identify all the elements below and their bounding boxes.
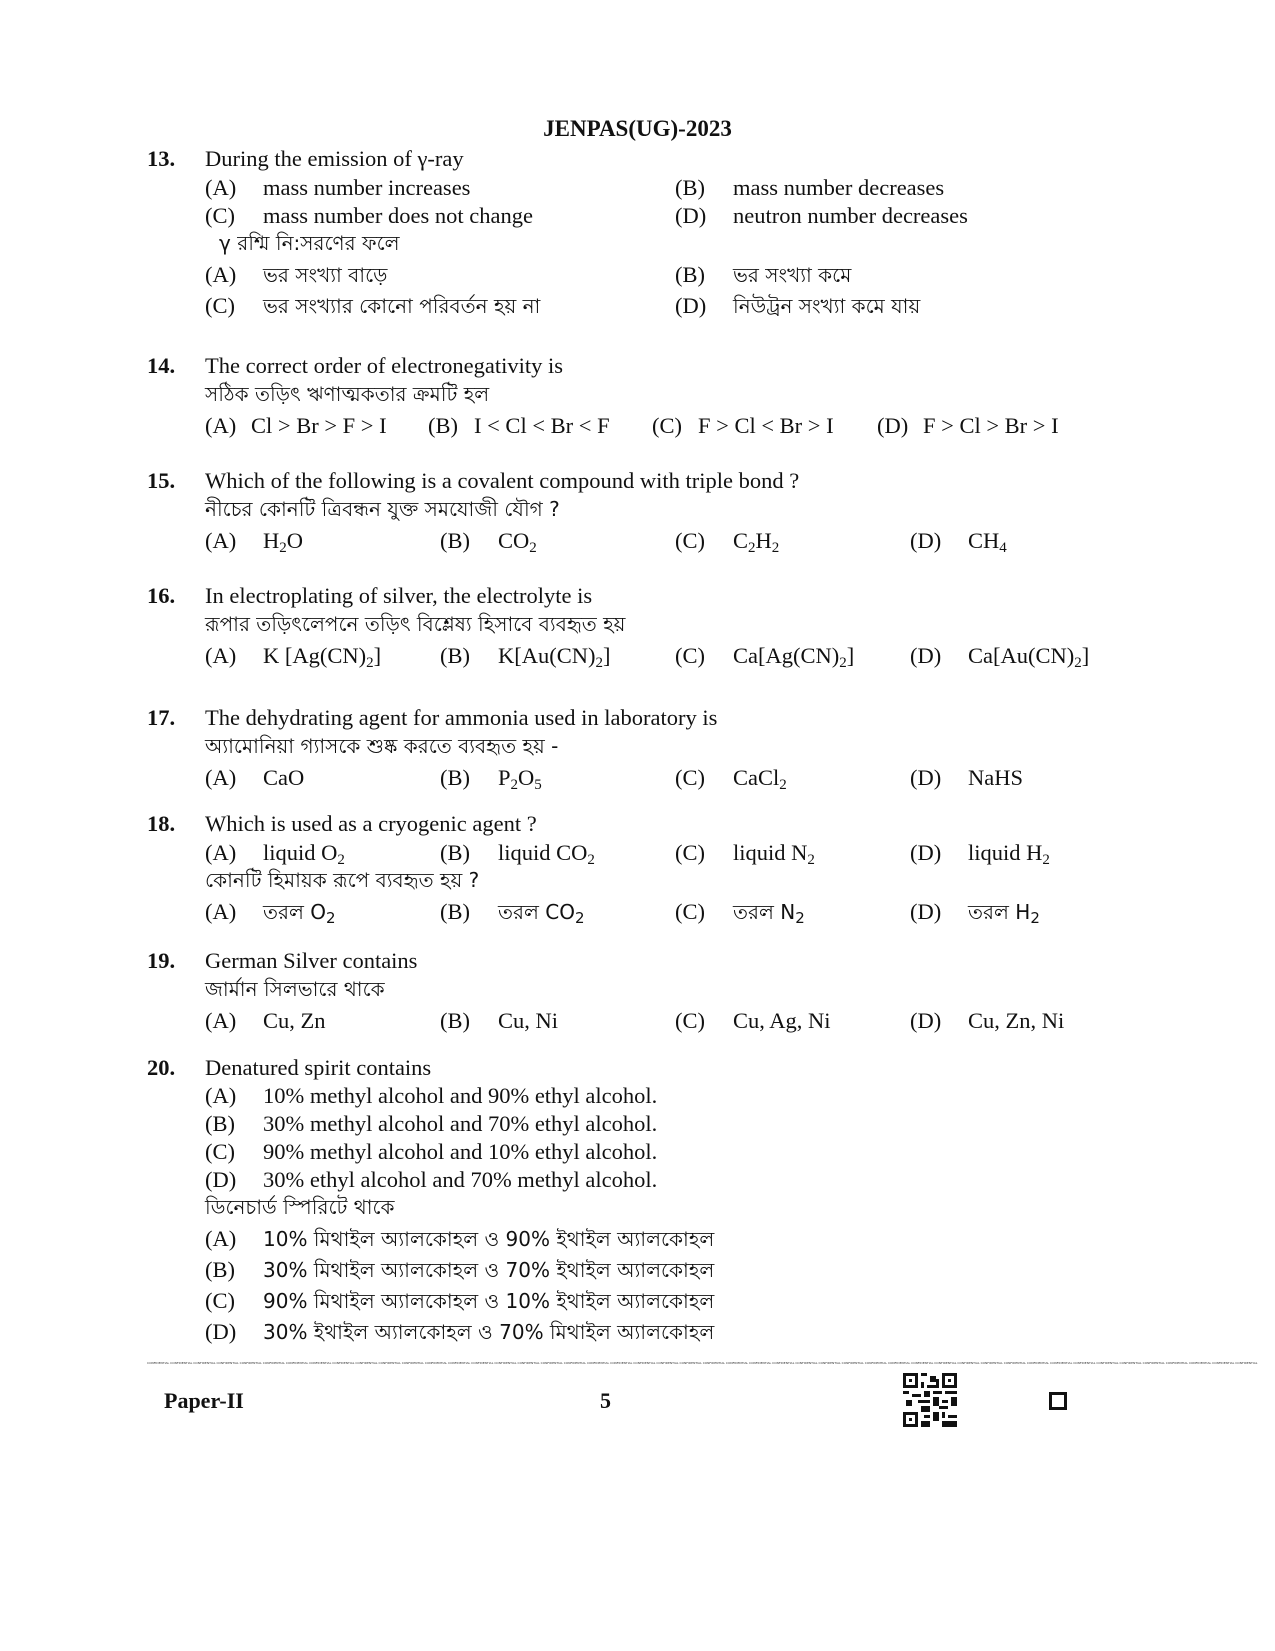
option-label: (D) [910, 899, 942, 924]
page-number: 5 [600, 1388, 611, 1413]
option-label: (D) [910, 840, 942, 865]
option-label: (D) [910, 1008, 942, 1033]
option-label: (D) [205, 1319, 237, 1344]
option-text: 30% methyl alcohol and 70% ethyl alcohol. [263, 1111, 658, 1136]
option-label: (B) [440, 528, 470, 553]
paper-label: Paper-II [164, 1388, 244, 1413]
corner-square-icon [1049, 1392, 1067, 1410]
question-18 [147, 809, 1147, 928]
question-number: 17. [147, 705, 176, 730]
option-label: (C) [675, 899, 705, 924]
question-20 [147, 1053, 1147, 1348]
option-text: Cu, Zn [263, 1008, 326, 1033]
option-text: neutron number decreases [733, 203, 968, 228]
question-text-en: The dehydrating agent for ammonia used in laboratory is [205, 705, 718, 730]
question-15 [147, 466, 1147, 557]
option-text: তরল $H_2$ [968, 900, 1040, 927]
question-text-bn: জার্মান সিলভারে থাকে [205, 977, 385, 1001]
option-label: (A) [205, 1083, 237, 1108]
question-text-en: Which is used as a cryogenic agent ? [205, 811, 537, 836]
option-text: K $[Ag(CN)_2]$ [263, 643, 382, 671]
question-text-bn: অ্যামোনিয়া গ্যাসকে শুষ্ক করতে ব্যবহৃত হয় - [205, 734, 559, 758]
option-text: liquid $CO_2$ [498, 840, 595, 868]
question-number: 15. [147, 468, 176, 493]
option-text: $C_2H_2$ [733, 528, 780, 556]
option-label: (B) [675, 175, 705, 200]
option-label: (B) [675, 262, 705, 287]
option-label: (A) [205, 1008, 237, 1033]
option-text: mass number does not change [263, 203, 533, 228]
option-label: (C) [675, 765, 705, 790]
option-text: $CH_4$ [968, 528, 1007, 556]
option-label: (D) [877, 413, 909, 438]
option-label: (D) [910, 643, 942, 668]
option-label: (B) [440, 765, 470, 790]
question-text-en: The correct order of electronegativity is [205, 353, 563, 378]
question-text-en: Which of the following is a covalent compound with triple bond ? [205, 468, 800, 493]
question-number: 19. [147, 948, 176, 973]
question-number: 18. [147, 811, 176, 836]
qr-code-icon [903, 1373, 957, 1427]
option-text: 90% মিথাইল অ্যালকোহল ও 10% ইথাইল অ্যালকোহল [263, 1289, 715, 1313]
option-text: CaO [263, 765, 305, 790]
option-label: (B) [440, 1008, 470, 1033]
option-text: I < Cl < Br < F [474, 413, 610, 438]
question-number: 14. [147, 353, 176, 378]
option-text: 30% মিথাইল অ্যালকোহল ও 70% ইথাইল অ্যালকোহল [263, 1258, 715, 1282]
option-text: ভর সংখ্যা বাড়ে [263, 263, 388, 287]
question-number: 20. [147, 1055, 176, 1080]
option-text: $CO_2$ [498, 528, 537, 556]
option-label: (A) [205, 643, 237, 668]
question-text-en: In electroplating of silver, the electrolyte is [205, 583, 593, 608]
option-text: CaCl$_2$ [733, 765, 787, 793]
option-label: (A) [205, 175, 237, 200]
option-text: Cu, Ag, Ni [733, 1008, 831, 1033]
option-label: (D) [205, 1167, 237, 1192]
option-label: (A) [205, 840, 237, 865]
option-label: (C) [205, 1139, 235, 1164]
option-label: (A) [205, 413, 237, 438]
option-label: (A) [205, 765, 237, 790]
option-label: (B) [440, 643, 470, 668]
option-text: $P_2O_5$ [498, 765, 542, 793]
question-text-en: During the emission of γ-ray [205, 146, 464, 171]
question-text-bn: সঠিক তড়িৎ ঋণাত্মকতার ক্রমটি হল [205, 382, 490, 406]
option-text: mass number decreases [733, 175, 945, 200]
option-label: (B) [440, 840, 470, 865]
question-17 [147, 703, 1147, 794]
question-19 [147, 946, 1147, 1037]
question-13 [147, 144, 1147, 322]
question-number: 16. [147, 583, 176, 608]
question-text-bn: γ রশ্মি নি:সরণের ফলে [219, 231, 400, 255]
question-number: 13. [147, 146, 176, 171]
option-label: (B) [440, 899, 470, 924]
option-label: (A) [205, 528, 237, 553]
option-text: ভর সংখ্যা কমে [733, 263, 852, 287]
option-label: (D) [675, 203, 707, 228]
option-label: (B) [205, 1111, 235, 1136]
question-text-bn: রূপার তড়িৎলেপনে তড়িৎ বিশ্লেষ্য হিসাবে ব্যবহৃত হয় [205, 612, 626, 636]
option-text: 90% methyl alcohol and 10% ethyl alcohol. [263, 1139, 658, 1164]
option-label: (B) [428, 413, 458, 438]
option-label: (D) [675, 293, 707, 318]
option-text: 10% মিথাইল অ্যালকোহল ও 90% ইথাইল অ্যালকোহল [263, 1227, 715, 1251]
option-label: (C) [675, 643, 705, 668]
question-text-en: German Silver contains [205, 948, 418, 973]
option-text: $Ca[Ag(CN)_2]$ [733, 643, 855, 671]
option-label: (C) [675, 840, 705, 865]
option-text: F > Cl > Br > I [923, 413, 1059, 438]
option-text: 30% ethyl alcohol and 70% methyl alcohol. [263, 1167, 658, 1192]
question-14 [147, 351, 1147, 442]
option-text: $K[Au(CN)_2]$ [498, 643, 611, 671]
option-text: তরল $O_2$ [263, 900, 336, 927]
option-label: (C) [205, 1288, 235, 1313]
option-text: তরল $N_2$ [733, 900, 805, 927]
question-text-bn: ডিনেচার্ড স্পিরিটে থাকে [205, 1195, 395, 1219]
option-text: তরল $CO_2$ [498, 900, 585, 927]
option-text: Cu, Zn, Ni [968, 1008, 1065, 1033]
option-text: $Ca[Au(CN)_2]$ [968, 643, 1090, 671]
option-label: (D) [910, 765, 942, 790]
option-label: (A) [205, 899, 237, 924]
confidential-divider: CONFIDENTIAL CONFIDENTIAL CONFIDENTIAL CONFIDENTIAL CONFIDENTIAL CONFIDENTIAL CONFIDENTIAL CONFIDENTIAL CONFIDENTIAL CONFIDENTIAL CONFIDENTIAL CONFIDENTIAL CONFIDENTIAL CONFIDENTIAL CONFIDENTIAL CONFIDENTIAL CONFIDENTIAL CONFIDENTIAL CONFIDENTIAL CONFIDENTIAL CONFIDENTIAL CONFIDENTIAL CONFIDENTIAL CONFIDENTIAL CONFIDENTIAL CONFIDENTIAL CONFIDENTIAL CONFIDENTIAL CONFIDENTIAL CONFIDENTIAL CONFIDENTIAL CONFIDENTIAL CONFIDENTIAL CONFIDENTIAL CONFIDENTIAL CONFIDENTIAL CONFIDENTIAL CONFIDENTIAL CONFIDENTIAL CONFIDENTIAL CONFIDENTIAL CONFIDENTIAL CONFIDENTIAL CONFIDENTIAL CONFIDENTIAL CONFIDENTIAL CONFIDENTIAL CONFIDENTIAL [147, 1361, 1258, 1365]
option-text: mass number increases [263, 175, 471, 200]
question-text-bn: নীচের কোনটি ত্রিবন্ধন যুক্ত সমযোজী যৌগ ? [205, 497, 560, 521]
option-text: F > Cl < Br > I [698, 413, 834, 438]
option-label: (C) [205, 203, 235, 228]
option-text: $H_2O$ [263, 528, 303, 556]
option-label: (C) [205, 293, 235, 318]
question-text-en: Denatured spirit contains [205, 1055, 432, 1080]
option-label: (C) [675, 1008, 705, 1033]
option-text: NaHS [968, 765, 1023, 790]
option-text: ভর সংখ্যার কোনো পরিবর্তন হয় না [263, 294, 541, 318]
option-label: (C) [675, 528, 705, 553]
option-text: liquid $O_2$ [263, 840, 345, 868]
option-text: Cu, Ni [498, 1008, 559, 1033]
option-text: Cl > Br > F > I [251, 413, 387, 438]
option-text: liquid $H_2$ [968, 840, 1050, 868]
option-label: (B) [205, 1257, 235, 1282]
option-text: 30% ইথাইল অ্যালকোহল ও 70% মিথাইল অ্যালকোহল [263, 1320, 715, 1344]
option-text: 10% methyl alcohol and 90% ethyl alcohol. [263, 1083, 658, 1108]
option-label: (A) [205, 1226, 237, 1251]
question-16 [147, 581, 1147, 672]
option-text: নিউট্রন সংখ্যা কমে যায় [733, 294, 921, 318]
page-header: JENPAS(UG)-2023 [543, 116, 732, 141]
option-text: liquid $N_2$ [733, 840, 815, 868]
option-label: (A) [205, 262, 237, 287]
option-label: (C) [652, 413, 682, 438]
question-text-bn: কোনটি হিমায়ক রূপে ব্যবহৃত হয় ? [205, 868, 480, 892]
option-label: (D) [910, 528, 942, 553]
